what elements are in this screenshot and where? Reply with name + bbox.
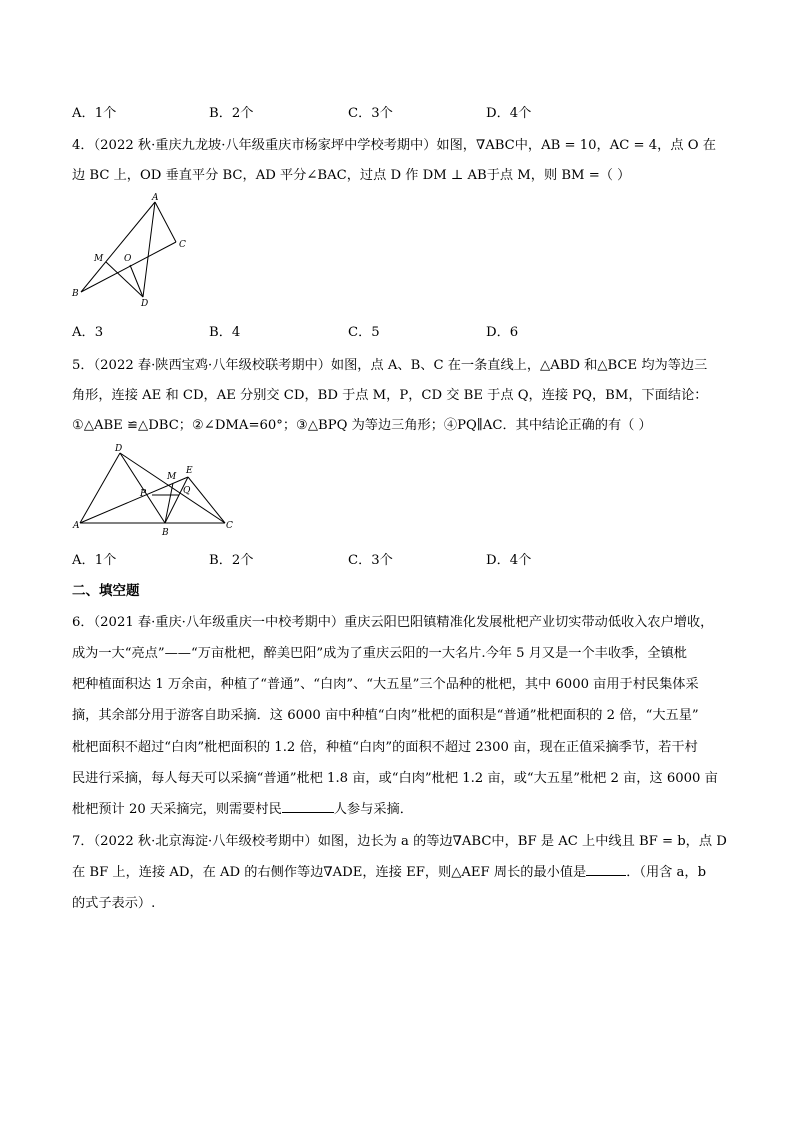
q4-label-d: D	[141, 299, 149, 309]
q4-label-b: B	[72, 289, 79, 299]
q5-option-c: C．3个	[348, 553, 393, 568]
q4-option-b: B．4	[209, 325, 241, 340]
q5-figure	[70, 443, 240, 538]
q7-text-line-3: 的式子表示）.	[72, 896, 156, 911]
q4-figure	[68, 188, 198, 308]
q4-label-m: M	[94, 254, 104, 264]
q5-label-q: Q	[183, 486, 191, 496]
q5-label-e: E	[186, 466, 193, 476]
q4-option-a: A．3	[72, 325, 104, 340]
q5-label-a: A	[73, 521, 80, 531]
q4-label-a: A	[152, 193, 159, 203]
q5-label-m: M	[167, 472, 177, 482]
q5-text-line-2: 角形，连接 AE 和 CD，AE 分别交 CD，BD 于点 M，P，CD 交 BE 于点 Q，连接 PQ，BM，下面结论：	[72, 388, 708, 403]
q6-answer-blank	[282, 800, 334, 813]
q5-text-line-3: ①△ABE ≌△DBC；②∠DMA=60°；③△BPQ 为等边三角形；④PQ∥AC．其中结论正确的有（ ）	[72, 418, 652, 433]
q6-text-line-2: 成为一大“亮点”——“万亩枇杷，醉美巴阳”成为了重庆云阳的一大名片.今年 5 月又是一个丰收季，全镇枇	[72, 646, 687, 661]
q3-option-a: A．1个	[72, 106, 117, 121]
q4-label-c: C	[179, 240, 186, 250]
q5-option-b: B．2个	[209, 553, 254, 568]
q5-label-b: B	[162, 528, 169, 538]
q5-text-line-1: 5．（2022 春·陕西宝鸡·八年级校联考期中）如图，点 A、B、C 在一条直线上，△ABD 和△BCE 均为等边三	[72, 358, 708, 373]
q4-option-c: C．5	[348, 325, 380, 340]
section-title: 二、填空题	[72, 583, 140, 599]
q6-text-line-6: 民进行采摘，每人每天可以采摘“普通”枇杷 1.8 亩，或“白肉”枇杷 1.2 亩，或“大五星”枇杷 2 亩，这 6000 亩	[72, 771, 718, 786]
q5-option-a: A．1个	[72, 553, 117, 568]
q6-text-line-1: 6．（2021 春·重庆·八年级重庆一中校考期中）重庆云阳巴阳镇精准化发展枇杷产业切实带动低收入农户增收，	[72, 615, 714, 630]
q4-option-d: D．6	[486, 325, 519, 340]
q5-label-p: P	[140, 489, 147, 499]
q6-text-line-3: 杷种植面积达 1 万余亩，种植了“普通”、“白肉”、“大五星”三个品种的枇杷，其中 6000 亩用于村民集体采	[72, 677, 699, 692]
q4-text-line-1: 4．（2022 秋·重庆九龙坡·八年级重庆市杨家坪中学校考期中）如图，∇ABC中，AB = 10，AC = 4，点 O 在	[72, 138, 716, 153]
q7-text-line-2	[72, 861, 706, 880]
q7-line2-text-end: ．（用含 a，b	[626, 865, 707, 880]
q5-option-d: D．4个	[486, 553, 532, 568]
q6-text-line-7	[72, 798, 413, 817]
q6-last-text: 枇杷预计 20 天采摘完，则需要村民	[72, 802, 282, 817]
q5-label-c: C	[226, 521, 233, 531]
q3-option-c: C．3个	[348, 106, 393, 121]
q7-line2-text: 在 BF 上，连接 AD，在 AD 的右侧作等边∇ADE，连接 EF，则△AEF 周长的最小值是	[72, 865, 587, 880]
q7-text-line-1: 7．（2022 秋·北京海淀·八年级校考期中）如图，边长为 a 的等边∇ABC中，BF 是 AC 上中线且 BF = b，点 D	[72, 834, 727, 849]
q6-text-line-4: 摘，其余部分用于游客自助采摘．这 6000 亩中种植“白肉”枇杷的面积是“普通”枇杷面积的 2 倍，“大五星”	[72, 708, 699, 723]
q4-label-o: O	[124, 254, 132, 264]
q6-last-text-end: 人参与采摘．	[333, 802, 413, 817]
q3-option-d: D．4个	[486, 106, 532, 121]
q6-text-line-5: 枇杷面积不超过“白肉”枇杷面积的 1.2 倍，种植“白肉”的面积不超过 2300 亩，现在正值采摘季节，若干村	[72, 740, 698, 755]
q7-answer-blank	[586, 863, 626, 876]
q3-option-b: B．2个	[209, 106, 254, 121]
q5-label-d: D	[115, 444, 123, 454]
q4-text-line-2: 边 BC 上，OD 垂直平分 BC，AD 平分∠BAC，过点 D 作 DM ⊥ AB于点 M，则 BM =（ ）	[72, 168, 631, 183]
